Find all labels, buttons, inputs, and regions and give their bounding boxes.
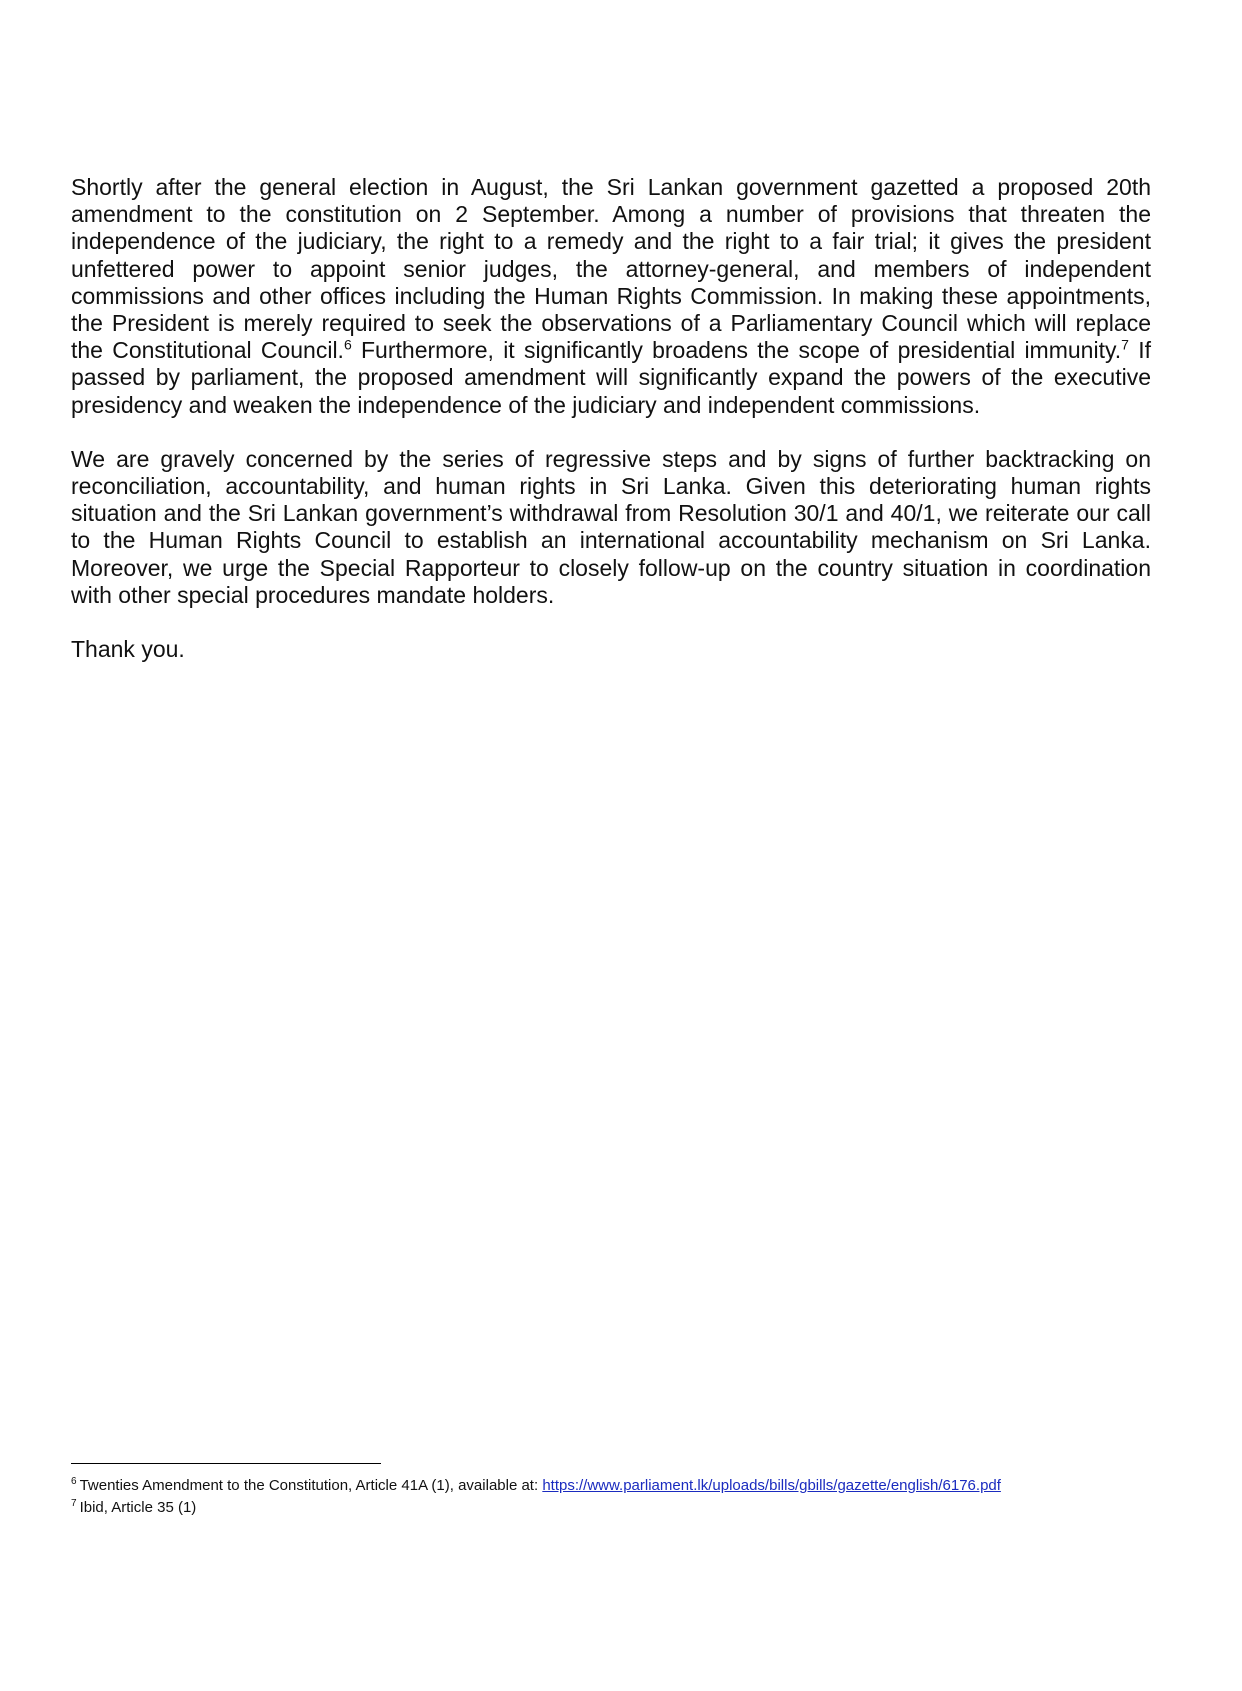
footnote-7 xyxy=(71,1497,1191,1519)
paragraph-1-part-3: If passed by parliament, the proposed amendment will significantly expand the powers of the executive presidency and weaken the independence of the judiciary and independent commissions. xyxy=(71,337,1151,418)
footnote-6 xyxy=(71,1475,1191,1497)
footnote-separator xyxy=(71,1463,381,1464)
footnote-ref-6[interactable]: 6 xyxy=(343,336,352,353)
footnotes xyxy=(71,1475,1191,1518)
footnote-link[interactable]: https://www.parliament.lk/uploads/bills/gbills/gazette/english/6176.pdf xyxy=(542,1477,1001,1494)
paragraph-1-part-1: Shortly after the general election in August, the Sri Lankan government gazetted a proposed 20th amendment to the constitution on 2 September. Among a number of provisions that threaten the independence of the judiciary, the right to a remedy and the right to a fair trial; it gives the president unfettered power to appoint senior judges, the attorney-general, and members of independent commissions and other offices including the Human Rights Commission. In making these appointments, the President is merely required to seek the observations of a Parliamentary Council which will replace the Constitutional Council. xyxy=(71,174,1151,364)
paragraph-concern: We are gravely concerned by the series of regressive steps and by signs of further backtracking on reconciliation, accountability, and human rights in Sri Lanka. Given this deteriorating human rights situation and the Sri Lankan government’s withdrawal from Resolution 30/1 and 40/1, we reiterate our call to the Human Rights Council to establish an international accountability mechanism on Sri Lanka. Moreover, we urge the Special Rapporteur to closely follow-up on the country situation in coordination with other special procedures mandate holders. xyxy=(71,445,1151,608)
paragraph-1-part-2: Furthermore, it significantly broadens the scope of presidential immunity. xyxy=(351,337,1122,364)
footnote-number: 6 xyxy=(71,1476,77,1487)
footnote-number: 7 xyxy=(71,1497,77,1509)
footnote-text: Ibid, Article 35 (1) xyxy=(79,1498,197,1516)
footnote-ref-7[interactable]: 7 xyxy=(1121,336,1129,353)
document-body xyxy=(71,174,1151,690)
closing-line: Thank you. xyxy=(71,636,185,663)
paragraph-amendment xyxy=(71,174,1151,419)
footnote-text: Twenties Amendment to the Constitution, Article 41A (1), available at: xyxy=(79,1477,543,1494)
